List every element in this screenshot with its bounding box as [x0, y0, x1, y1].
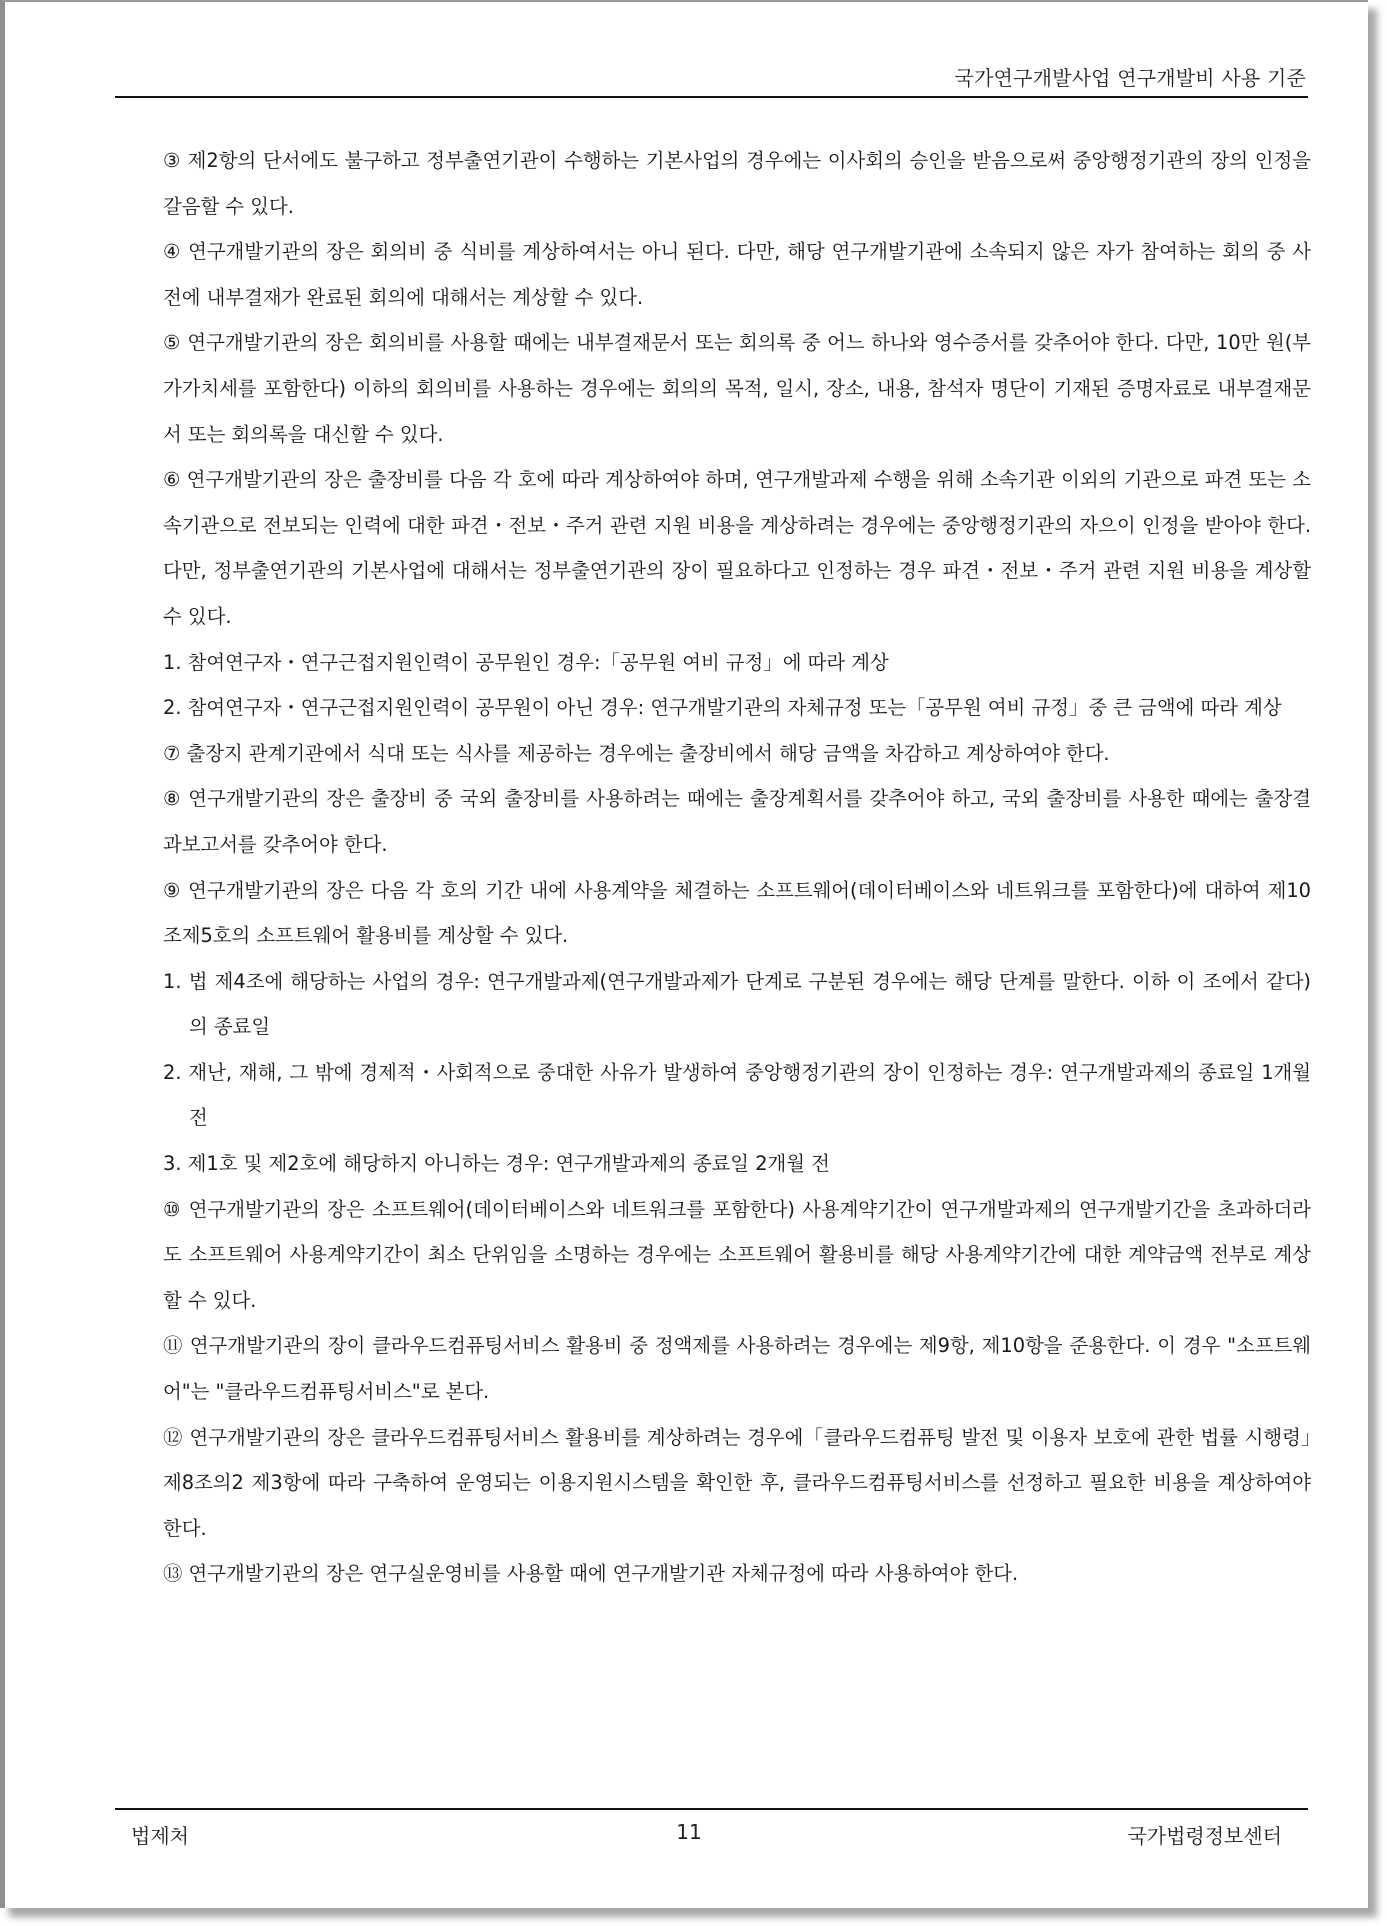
paragraph-9-item-1: 1. 법 제4조에 해당하는 사업의 경우: 연구개발과제(연구개발과제가 단계로 구분된 경우에는 해당 단계를 말한다. 이하 이 조에서 같다)의 종료일 [163, 969, 1311, 1039]
paragraph-13: ⑬ 연구개발기관의 장은 연구실운영비를 사용할 때에 연구개발기관 자체규정에 따라 사용하여야 한다. [163, 1562, 1019, 1586]
paragraph-5: ⑤ 연구개발기관의 장은 회의비를 사용할 때에는 내부결재문서 또는 회의록 중 어느 하나와 영수증서를 갖추어야 한다. 다만, 10만 원(부가가치세를 포함한다) 이하의 회의비를 사용하는 경우에는 회의의 목적, 일시, 장소, 내용, 참석자 명단이 기재된 증명자료로 내부결재문서 또는 회의록을 대신할 수 있다. [163, 331, 1311, 446]
paragraph-4: ④ 연구개발기관의 장은 회의비 중 식비를 계상하여서는 아니 된다. 다만, 해당 연구개발기관에 소속되지 않은 자가 참여하는 회의 중 사전에 내부결재가 완료된 회의에 대해서는 계상할 수 있다. [163, 240, 1311, 309]
footer-rule [115, 1808, 1308, 1810]
paragraph-6-item-2: 2. 참여연구자・연구근접지원인력이 공무원이 아닌 경우: 연구개발기관의 자체규정 또는「공무원 여비 규정」중 큰 금액에 따라 계상 [163, 696, 1282, 720]
header-rule [115, 96, 1308, 98]
paragraph-3: ③ 제2항의 단서에도 불구하고 정부출연기관이 수행하는 기본사업의 경우에는 이사회의 승인을 받음으로써 중앙행정기관의 장의 인정을 갈음할 수 있다. [163, 149, 1311, 218]
paragraph-6: ⑥ 연구개발기관의 장은 출장비를 다음 각 호에 따라 계상하여야 하며, 연구개발과제 수행을 위해 소속기관 이외의 기관으로 파견 또는 소속기관으로 전보되는 인력에 대한 파견・전보・주거 관련 지원 비용을 계상하려는 경우에는 중앙행정기관의 자으이 인정을 받아야 한다. 다만, 정부출연기관의 기본사업에 대해서는 정부출연기관의 장이 필요하다고 인정하는 경우 파견・전보・주거 관련 지원 비용을 계상할 수 있다. [163, 468, 1311, 628]
footer-publisher: 법제처 [131, 1824, 189, 1848]
paragraph-12: ⑫ 연구개발기관의 장은 클라우드컴퓨팅서비스 활용비를 계상하려는 경우에「클라우드컴퓨팅 발전 및 이용자 보호에 관한 법률 시행령」제8조의2 제3항에 따라 구축하여 운영되는 이용지원시스템을 확인한 후, 클라우드컴퓨팅서비스를 선정하고 필요한 비용을 계상하여야 한다. [163, 1425, 1311, 1540]
paragraph-9-item-2: 2. 재난, 재해, 그 밖에 경제적・사회적으로 중대한 사유가 발생하여 중앙행정기관의 장이 인정하는 경우: 연구개발과제의 종료일 1개월 전 [163, 1060, 1311, 1130]
running-header-title: 국가연구개발사업 연구개발비 사용 기준 [954, 66, 1306, 90]
document-body [163, 138, 1311, 1597]
paragraph-8: ⑧ 연구개발기관의 장은 출장비 중 국외 출장비를 사용하려는 때에는 출장계획서를 갖추어야 하고, 국외 출장비를 사용한 때에는 출장결과보고서를 갖추어야 한다. [163, 787, 1311, 856]
footer-source: 국가법령정보센터 [1127, 1824, 1282, 1848]
paragraph-6-item-1: 1. 참여연구자・연구근접지원인력이 공무원인 경우:「공무원 여비 규정」에 따라 계상 [163, 650, 889, 674]
paragraph-10: ⑩ 연구개발기관의 장은 소프트웨어(데이터베이스와 네트워크를 포함한다) 사용계약기간이 연구개발과제의 연구개발기간을 초과하더라도 소프트웨어 사용계약기간이 최소 단위임을 소명하는 경우에는 소프트웨어 활용비를 해당 사용계약기간에 대한 계약금액 전부로 계상할 수 있다. [163, 1197, 1311, 1312]
paragraph-11: ⑪ 연구개발기관의 장이 클라우드컴퓨팅서비스 활용비 중 정액제를 사용하려는 경우에는 제9항, 제10항을 준용한다. 이 경우 "소프트웨어"는 "클라우드컴퓨팅서비스"로 본다. [163, 1334, 1311, 1404]
page-number: 11 [676, 1820, 702, 1844]
paragraph-9-item-3: 3. 제1호 및 제2호에 해당하지 아니하는 경우: 연구개발과제의 종료일 2개월 전 [163, 1152, 830, 1176]
paragraph-9: ⑨ 연구개발기관의 장은 다음 각 호의 기간 내에 사용계약을 체결하는 소프트웨어(데이터베이스와 네트워크를 포함한다)에 대하여 제10조제5호의 소프트웨어 활용비를 계상할 수 있다. [163, 878, 1311, 948]
paragraph-7: ⑦ 출장지 관계기관에서 식대 또는 식사를 제공하는 경우에는 출장비에서 해당 금액을 차감하고 계상하여야 한다. [163, 741, 1110, 765]
